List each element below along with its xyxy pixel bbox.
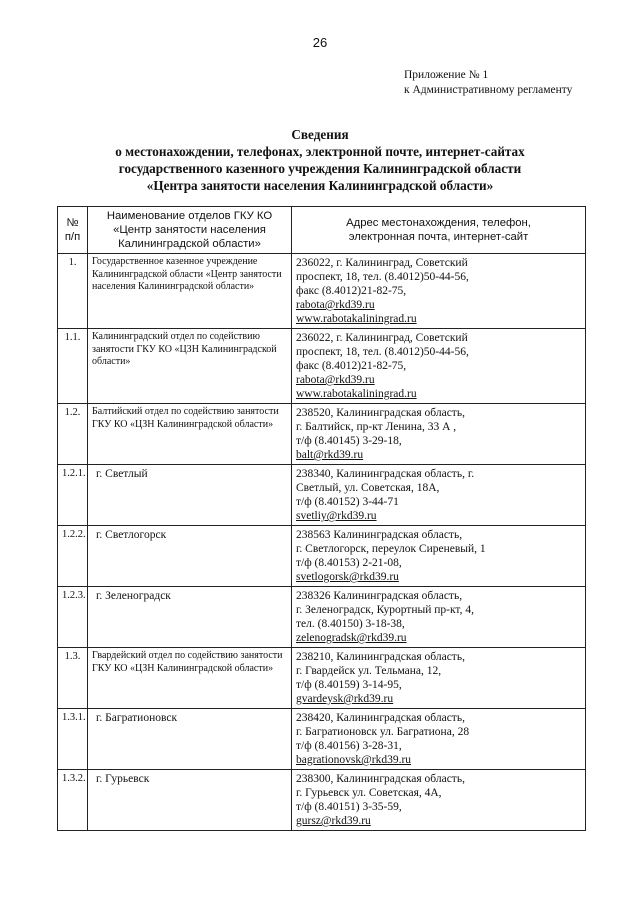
office-name: г. Светлый [88,465,292,526]
address-line: 238210, Калининградская область, [296,651,465,663]
table-row [58,587,586,648]
row-number: 1. [58,254,88,329]
office-contacts [292,770,586,831]
website-link[interactable]: www.rabotakaliningrad.ru [296,313,417,325]
header-name-line-2: «Центр занятости населения [113,224,266,236]
address-line: г. Балтийск, пр-кт Ленина, 33 А , [296,421,457,433]
address-line: т/ф (8.40145) 3-29-18, [296,435,402,447]
table-header-row [58,207,586,254]
row-number: 1.2.2. [58,526,88,587]
email-link[interactable]: zelenogradsk@rkd39.ru [296,632,407,644]
row-number: 1.3.1. [58,709,88,770]
table-row [58,770,586,831]
offices-table [57,206,586,831]
office-name: г. Багратионовск [88,709,292,770]
table-row [58,465,586,526]
address-line: т/ф (8.40159) 3-14-95, [296,679,402,691]
office-name: г. Светлогорск [88,526,292,587]
email-link[interactable]: rabota@rkd39.ru [296,299,375,311]
office-contacts [292,254,586,329]
office-contacts [292,587,586,648]
address-line: т/ф (8.40152) 3-44-71 [296,496,399,508]
office-contacts [292,404,586,465]
header-name-line-1: Наименование отделов ГКУ КО [106,210,273,222]
address-line: 238420, Калининградская область, [296,712,465,724]
page-number: 26 [312,35,328,50]
row-number: 1.3. [58,648,88,709]
address-line: 238326 Калининградская область, [296,590,463,602]
table-row [58,404,586,465]
title-line-1: Сведения [291,127,349,142]
email-link[interactable]: bagrationovsk@rkd39.ru [296,754,412,766]
address-line: 238300, Калининградская область, [296,773,465,785]
office-name: Гвардейский отдел по содействию занятости ГКУ КО «ЦЗН Калининградской области» [88,648,292,709]
address-line: 236022, г. Калининград, Советский [296,332,468,344]
header-addr-line-1: Адрес местонахождения, телефон, [346,217,531,229]
row-number: 1.1. [58,329,88,404]
header-num-line-1: № [66,217,79,229]
address-line: факс (8.4012)21-82-75, [296,360,407,372]
address-line: 238563 Калининградская область, [296,529,463,541]
office-contacts [292,526,586,587]
office-contacts [292,709,586,770]
address-line: 238520, Калининградская область, [296,407,465,419]
office-contacts [292,329,586,404]
email-link[interactable]: svetlogorsk@rkd39.ru [296,571,399,583]
appendix-line-1: Приложение № 1 [404,69,489,81]
email-link[interactable]: svetliy@rkd39.ru [296,510,377,522]
email-link[interactable]: gvardeysk@rkd39.ru [296,693,394,705]
title-line-4: «Центра занятости населения Калининградской области» [146,178,494,193]
document-title [40,126,600,194]
address-line: проспект, 18, тел. (8.4012)50-44-56, [296,271,469,283]
address-line: Светлый, ул. Советская, 18А, [296,482,440,494]
address-line: тел. (8.40150) 3-18-38, [296,618,405,630]
table-body [58,254,586,831]
table-row [58,254,586,329]
table-row [58,526,586,587]
row-number: 1.2.1. [58,465,88,526]
address-line: проспект, 18, тел. (8.4012)50-44-56, [296,346,469,358]
office-contacts [292,648,586,709]
address-line: г. Светлогорск, переулок Сиреневый, 1 [296,543,486,555]
email-link[interactable]: balt@rkd39.ru [296,449,364,461]
table-row [58,709,586,770]
email-link[interactable]: rabota@rkd39.ru [296,374,375,386]
office-contacts [292,465,586,526]
row-number: 1.2.3. [58,587,88,648]
address-line: г. Гвардейск ул. Тельмана, 12, [296,665,442,677]
title-line-2: о местонахождении, телефонах, электронной почте, интернет-сайтах [115,144,525,159]
header-name-line-3: Калининградской области» [118,238,261,250]
appendix-note [404,68,624,98]
address-line: 238340, Калининградская область, г. [296,468,475,480]
website-link[interactable]: www.rabotakaliningrad.ru [296,388,417,400]
address-line: т/ф (8.40153) 2-21-08, [296,557,402,569]
header-address [292,207,586,254]
header-num-line-2: п/п [64,231,81,243]
address-line: г. Гурьевск ул. Советская, 4А, [296,787,442,799]
address-line: т/ф (8.40156) 3-28-31, [296,740,402,752]
title-line-3: государственного казенного учреждения Калининградской области [118,161,522,176]
table-row [58,329,586,404]
address-line: факс (8.4012)21-82-75, [296,285,407,297]
row-number: 1.3.2. [58,770,88,831]
table-row [58,648,586,709]
address-line: т/ф (8.40151) 3-35-59, [296,801,402,813]
header-addr-line-2: электронная почта, интернет-сайт [348,231,529,243]
address-line: г. Зеленоградск, Курортный пр-кт, 4, [296,604,474,616]
row-number: 1.2. [58,404,88,465]
email-link[interactable]: gursz@rkd39.ru [296,815,371,827]
header-num [58,207,88,254]
office-name: г. Гурьевск [88,770,292,831]
header-name [88,207,292,254]
table-header [58,207,586,254]
appendix-line-2: к Административному регламенту [404,84,573,96]
address-line: 236022, г. Калининград, Советский [296,257,468,269]
address-line: г. Багратионовск ул. Багратиона, 28 [296,726,470,738]
office-name: Калининградский отдел по содействию занятости ГКУ КО «ЦЗН Калининградской области» [88,329,292,404]
office-name: Балтийский отдел по содействию занятости ГКУ КО «ЦЗН Калининградской области» [88,404,292,465]
office-name: г. Зеленоградск [88,587,292,648]
office-name: Государственное казенное учреждение Калининградской области «Центр занятости населения Калининградской области» [88,254,292,329]
